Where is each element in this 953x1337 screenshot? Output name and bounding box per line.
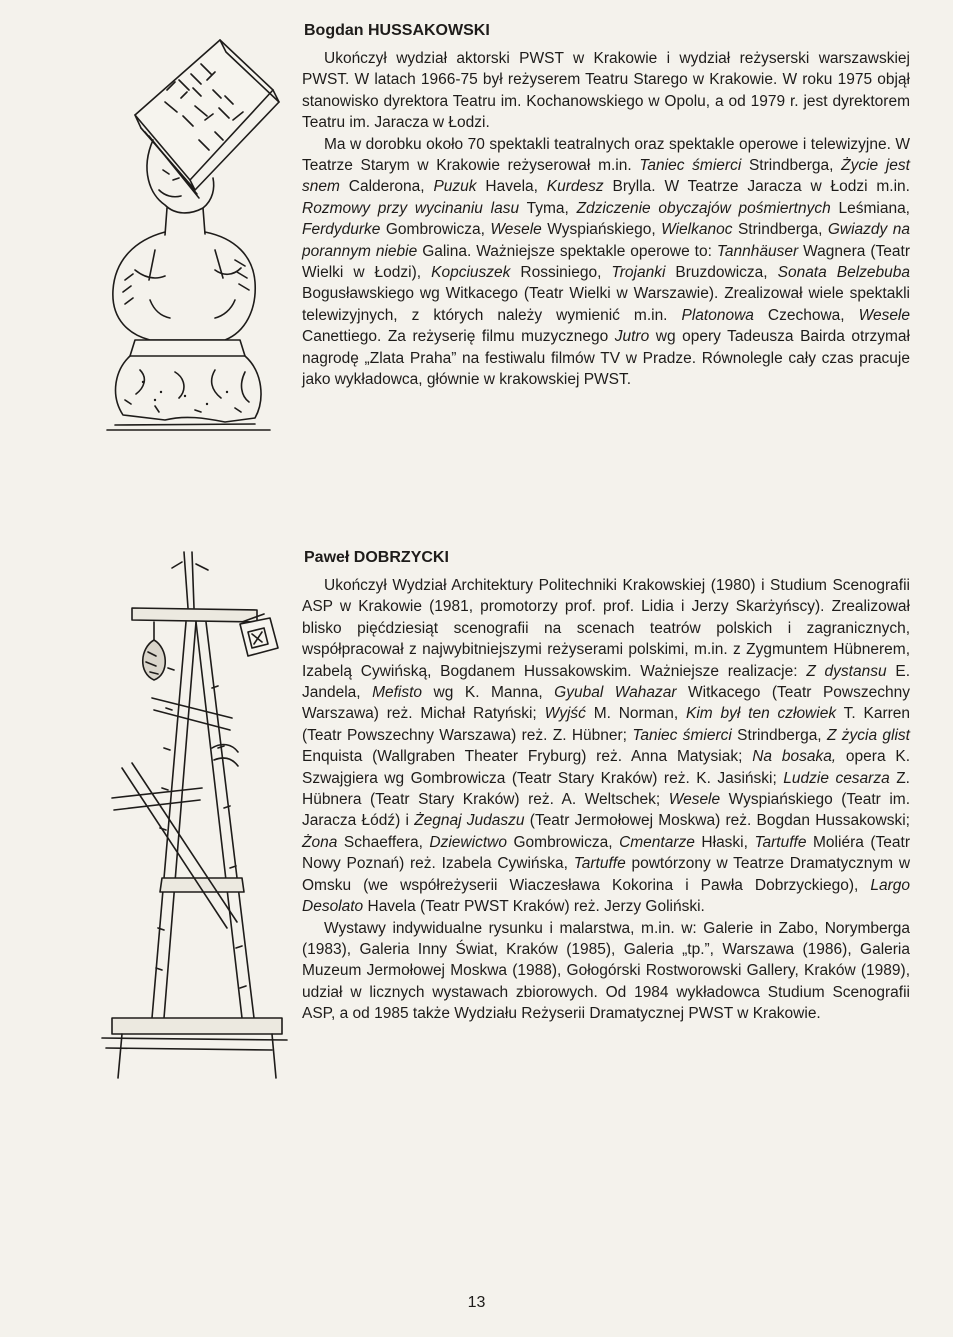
text-segment: Ukończył Wydział Architektury Politechniki Krakowskiej (1980) i Studium Scenografii ASP w Krakowie (1981, promotorzy prof. prof. Lidia i Jerzy Skarżyńscy). Zrealizował blisko pięćdziesiąt scenografii na scenach teatrów polskich i zagranicznych, współpracował z najwybitniejszymi reżyserami polskimi, m.in. z Zygmuntem Hübnerem, Izabelą Cywińską, Bogdanem Hussakowskim. Ważniejsze realizacje:	[302, 577, 910, 680]
text-segment: Wyspiańskiego,	[541, 221, 662, 239]
bio-name: Bogdan HUSSAKOWSKI	[304, 22, 490, 39]
text-segment: Ukończył wydział aktorski PWST w Krakowie i wydział reżyserski warszawskiej PWST. W latach 1966-75 był reżyserem Teatru Starego w Krakowie. W roku 1975 objął stanowisko dyrektora Teatru im. Kochanowskiego w Opolu, a od 1979 r. jest dyrektorem Teatru im. Jaracza w Łodzi.	[302, 50, 910, 132]
title-italic: Wyjść	[544, 705, 586, 723]
title-italic: Z dystansu	[806, 662, 887, 680]
text-segment: Bruzdowicza,	[665, 264, 778, 282]
title-italic: Życie jest snem	[302, 157, 910, 196]
text-segment: M. Norman,	[585, 705, 686, 723]
title-italic: Kim był ten człowiek	[686, 705, 837, 723]
text-segment: Strindberga,	[731, 726, 827, 744]
title-italic: Kopciuszek	[431, 264, 511, 282]
text-segment: Witkacego (Teatr Powszechny Warszawa) reż. Michał Ratyński;	[302, 684, 910, 723]
text-segment: Brylla. W Teatrze Jaracza w Łodzi m.in.	[603, 178, 910, 196]
text-segment: Schaeffera,	[337, 833, 430, 851]
bio-body	[302, 48, 910, 391]
text-segment: Enquista (Wallgraben Theater Fryburg) reż. Anna Matysiak;	[302, 748, 753, 766]
text-segment: Wyspiańskiego (Teatr im. Jaracza Łódź) i	[302, 791, 910, 830]
text-segment: Czechowa,	[753, 306, 859, 324]
text-segment: Strindberga,	[732, 221, 828, 239]
text-segment: T. Karren (Teatr Powszechny Warszawa) reż. Z. Hübner;	[302, 705, 911, 744]
title-italic: Platonowa	[681, 306, 754, 324]
title-italic: Ludzie cesarza	[783, 769, 890, 787]
title-italic: Gwiazdy na porannym niebie	[302, 221, 910, 260]
text-segment: Gombrowicza,	[506, 833, 620, 851]
bio-paragraph	[302, 918, 910, 1025]
text-segment: Havela,	[476, 178, 547, 196]
text-segment: E. Jandela,	[302, 662, 911, 702]
title-italic: Na bosaka,	[752, 748, 837, 766]
text-segment: wg opery Tadeusza Bairda otrzymał nagrodę „Zlata Praha” na festiwalu filmów TV w Pradze. Równolegle cały czas pracuje jako wykładowca, głównie w krakowskiej PWST.	[302, 328, 910, 389]
title-italic: Jutro	[614, 328, 650, 346]
text-segment: Wystawy indywidualne rysunku i malarstwa, m.in. w: Galerie in Zabo, Norymberga (1983), Galeria Inny Świat, Kraków (1985), Galeria „tp.”, Warszawa (1986), Galeria Muzeum Jermołowej Moskwa (1988), Gołogórski Rostworowski Gallery, Kraków (1989), udział w licznych wystawach zbiorowych. Od 1984 wykładowca Studium Scenografii ASP, a od 1985 także Wydziału Reżyserii Dramatycznej PWST w Krakowie.	[302, 919, 910, 1023]
title-italic: Puzuk	[433, 178, 477, 196]
title-italic: Largo Desolato	[302, 876, 910, 916]
text-segment: Rossiniego,	[510, 264, 612, 282]
title-italic: Tartuffe	[573, 855, 626, 873]
text-segment: Wagnera (Teatr Wielki w Łodzi),	[302, 242, 910, 282]
text-segment: Z. Hübnera (Teatr Stary Kraków) reż. A. Weltschek;	[302, 769, 910, 809]
text-segment: Calderona,	[339, 178, 434, 196]
text-segment: Hłaski,	[694, 833, 755, 851]
title-italic: Taniec śmierci	[639, 157, 742, 175]
title-italic: Zdziczenie obyczajów pośmiertnych	[576, 199, 831, 217]
title-italic: Mefisto	[372, 684, 423, 702]
title-italic: Cmentarze	[619, 833, 695, 851]
text-segment: Ma w dorobku około 70 spektakli teatralnych oraz spektakle operowe i telewizyjne. W Teatrze Starym w Krakowie reżyserował m.in.	[302, 135, 910, 175]
text-segment: powtórzony w Teatrze Dramatycznym w Omsku (we współreżyserii Wiaczesława Kokorina i Pawła Dobrzyckiego),	[302, 855, 911, 894]
bio-dobrzycki	[302, 549, 910, 1025]
text-segment: Leśmiana,	[830, 199, 910, 217]
bio-paragraph	[302, 134, 910, 391]
text-segment: Canettiego. Za reżyserię filmu muzycznego	[302, 328, 615, 346]
text-segment: wg K. Manna,	[422, 684, 555, 702]
text-segment: Tyma,	[519, 199, 577, 217]
title-italic: Wesele	[490, 221, 542, 239]
title-italic: Dziewictwo	[429, 833, 507, 851]
text-segment: Galina. Ważniejsze spektakle operowe to:	[417, 242, 717, 260]
text-segment: Havela (Teatr PWST Kraków) reż. Jerzy Goliński.	[363, 898, 705, 916]
title-italic: Wielkanoc	[661, 221, 733, 239]
text-segment: (Teatr Jermołowej Moskwa) reż. Bogdan Hussakowski;	[524, 812, 910, 830]
bio-name: Paweł DOBRZYCKI	[304, 549, 449, 566]
title-italic: Żegnaj Judaszu	[414, 812, 525, 830]
title-italic: Tannhäuser	[716, 242, 799, 260]
bio-paragraph	[302, 48, 910, 134]
title-italic: Wesele	[858, 306, 910, 324]
title-italic: Z życia glist	[826, 726, 910, 744]
page-number: 13	[467, 1294, 486, 1311]
text-segment: opera K. Szwajgiera wg Gombrowicza (Teatr Stary Kraków) reż. K. Jasiński;	[302, 748, 911, 787]
text-segment: Gombrowicza,	[380, 221, 491, 239]
title-italic: Gyubal Wahazar	[554, 684, 677, 702]
text-segment: Moliéra (Teatr Nowy Poznań) reż. Izabela Cywińska,	[302, 833, 911, 873]
title-italic: Kurdesz	[546, 178, 604, 196]
text-segment: Bogusławskiego wg Witkacego (Teatr Wielki w Warszawie). Zrealizował wiele spektakli telewizyjnych, z których należy wymienić m.in.	[302, 285, 910, 324]
bio-paragraph	[302, 575, 910, 918]
title-italic: Sonata Belzebuba	[777, 264, 911, 282]
title-italic: Wesele	[668, 791, 721, 809]
title-italic: Rozmowy przy wycinaniu lasu	[302, 199, 520, 217]
title-italic: Taniec śmierci	[632, 726, 732, 744]
bust-with-book-drawing	[95, 20, 280, 440]
bio-body	[302, 575, 910, 1025]
title-italic: Ferdydurke	[302, 221, 381, 239]
title-italic: Trojanki	[611, 264, 666, 282]
text-segment: Strindberga,	[741, 157, 842, 175]
title-italic: Żona	[302, 833, 338, 851]
title-italic: Tartuffe	[754, 833, 807, 851]
wooden-frame-letter-a-drawing	[92, 548, 292, 1108]
bio-hussakowski	[302, 22, 910, 391]
